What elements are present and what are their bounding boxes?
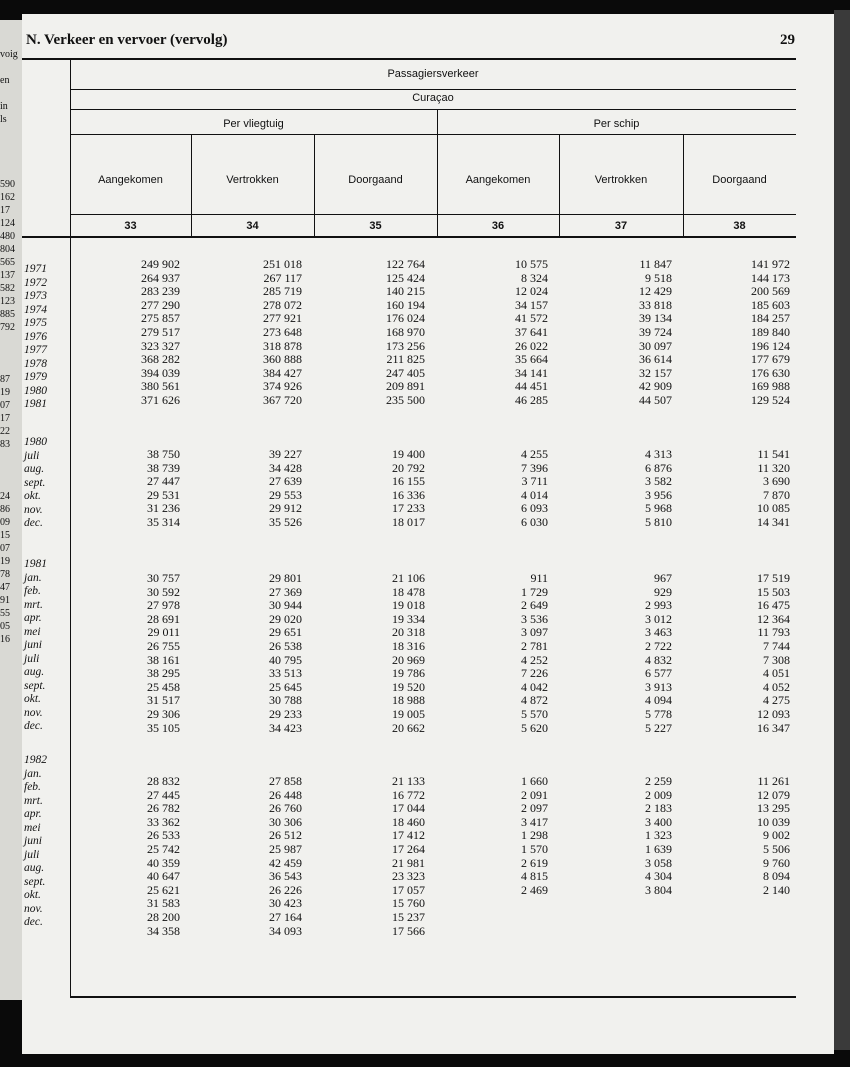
- data-1980-col-35: 19 400 20 792 16 155 16 336 17 233 18 017: [392, 447, 425, 529]
- rule-5: [22, 236, 796, 238]
- column-number-33: 33: [124, 220, 137, 232]
- data-1980-col-34: 39 227 34 428 27 639 29 553 29 912 35 526: [269, 447, 302, 529]
- rule-1: [70, 89, 796, 90]
- header-vertrokken-air: Vertrokken: [226, 174, 279, 186]
- header-doorgaand-air: Doorgaand: [348, 174, 403, 186]
- data-1980-col-36: 4 255 7 396 3 711 4 014 6 093 6 030: [521, 447, 548, 529]
- data-1981-col-35: 21 106 18 478 19 018 19 334 20 318 18 316 20 969 19 786 19 520 18 988 19 005 20 662: [392, 571, 425, 735]
- page: [22, 14, 834, 1054]
- rule-4: [70, 214, 796, 215]
- column-number-34: 34: [246, 220, 259, 232]
- column-number-35: 35: [369, 220, 382, 232]
- data-1982-col-33: 28 832 27 445 26 782 33 362 26 533 25 742 40 359 40 647 25 621 31 583 28 200 34 358: [147, 774, 180, 938]
- data-1981-col-37: 967 929 2 993 3 012 3 463 2 722 4 832 6 577 3 913 4 094 5 778 5 227: [645, 571, 672, 735]
- rule-3: [70, 134, 796, 135]
- data-years-col-33: 249 902 264 937 283 239 277 290 275 857 279 517 323 327 368 282 394 039 380 561 371 626: [141, 257, 180, 407]
- header-vertrokken-ship: Vertrokken: [594, 174, 648, 186]
- header-curacao: Curaçao: [412, 92, 454, 104]
- data-1981-col-38: 17 519 15 503 16 475 12 364 11 793 7 744 7 308 4 051 4 052 4 275 12 093 16 347: [757, 571, 790, 735]
- header-per-vliegtuig: Per vliegtuig: [223, 118, 284, 130]
- data-1982-col-38: 11 261 12 079 13 295 10 039 9 002 5 506 9 760 8 094 2 140: [757, 774, 790, 897]
- row-labels-years: 1971 1972 1973 1974 1975 1976 1977 1978 1979 1980 1981: [24, 263, 47, 410]
- page-number: 29: [780, 32, 795, 48]
- rule-2: [70, 109, 796, 110]
- rule-bottom: [70, 996, 796, 998]
- left-page-fragments: voig en in ls 590 162 17 124 480 804 565 137 582 123 885 792 87 19 07 17 22 83 24 86 09 15 07 19 78 47 91 55 05 16: [0, 49, 18, 645]
- header-aangekomen-ship: Aangekomen: [465, 174, 531, 186]
- row-labels-1981: 1981 jan. feb. mrt. apr. mei juni juli aug. sept. okt. nov. dec.: [24, 558, 47, 732]
- data-1980-col-37: 4 313 6 876 3 582 3 956 5 968 5 810: [645, 447, 672, 529]
- data-years-col-35: 122 764 125 424 140 215 160 194 176 024 168 970 173 256 211 825 247 405 209 891 235 500: [386, 257, 425, 407]
- data-1981-col-36: 911 1 729 2 649 3 536 3 097 2 781 4 252 7 226 4 042 4 872 5 570 5 620: [521, 571, 548, 735]
- data-1982-col-34: 27 858 26 448 26 760 30 306 26 512 25 987 42 459 36 543 26 226 30 423 27 164 34 093: [269, 774, 302, 938]
- data-years-col-38: 141 972 144 173 200 569 185 603 184 257 189 840 196 124 177 679 176 630 169 988 129 524: [751, 257, 790, 407]
- row-labels-1982: 1982 jan. feb. mrt. apr. mei juni juli aug. sept. okt. nov. dec.: [24, 754, 47, 928]
- data-1981-col-33: 30 757 30 592 27 978 28 691 29 011 26 755 38 161 38 295 25 458 31 517 29 306 35 105: [147, 571, 180, 735]
- data-years-col-34: 251 018 267 117 285 719 278 072 277 921 273 648 318 878 360 888 384 427 374 926 367 720: [263, 257, 302, 407]
- data-1980-col-38: 11 541 11 320 3 690 7 870 10 085 14 341: [757, 447, 790, 529]
- header-passagiersverkeer: Passagiersverkeer: [387, 68, 479, 80]
- header-per-schip: Per schip: [593, 118, 640, 130]
- data-1982-col-37: 2 259 2 009 2 183 3 400 1 323 1 639 3 058 4 304 3 804: [645, 774, 672, 897]
- header-aangekomen-air: Aangekomen: [98, 174, 163, 186]
- data-1982-col-35: 21 133 16 772 17 044 18 460 17 412 17 264 21 981 23 323 17 057 15 760 15 237 17 566: [392, 774, 425, 938]
- column-number-37: 37: [614, 220, 628, 232]
- header-doorgaand-ship: Doorgaand: [712, 174, 767, 186]
- data-years-col-37: 11 847 9 518 12 429 33 818 39 134 39 724 30 097 36 614 32 157 42 909 44 507: [639, 257, 672, 407]
- column-number-38: 38: [733, 220, 746, 232]
- rule-top: [22, 58, 796, 60]
- column-number-36: 36: [491, 220, 505, 232]
- row-labels-1980: 1980 juli aug. sept. okt. nov. dec.: [24, 436, 47, 529]
- data-1980-col-33: 38 750 38 739 27 447 29 531 31 236 35 314: [147, 447, 180, 529]
- data-years-col-36: 10 575 8 324 12 024 34 157 41 572 37 641 26 022 35 664 34 141 44 451 46 285: [515, 257, 548, 407]
- data-1981-col-34: 29 801 27 369 30 944 29 020 29 651 26 538 40 795 33 513 25 645 30 788 29 233 34 423: [269, 571, 302, 735]
- page-title: N. Verkeer en vervoer (vervolg): [26, 32, 228, 48]
- left-page-edge: [0, 20, 22, 1000]
- data-1982-col-36: 1 660 2 091 2 097 3 417 1 298 1 570 2 619 4 815 2 469: [521, 774, 548, 897]
- page-edge-shadow: [834, 10, 850, 1050]
